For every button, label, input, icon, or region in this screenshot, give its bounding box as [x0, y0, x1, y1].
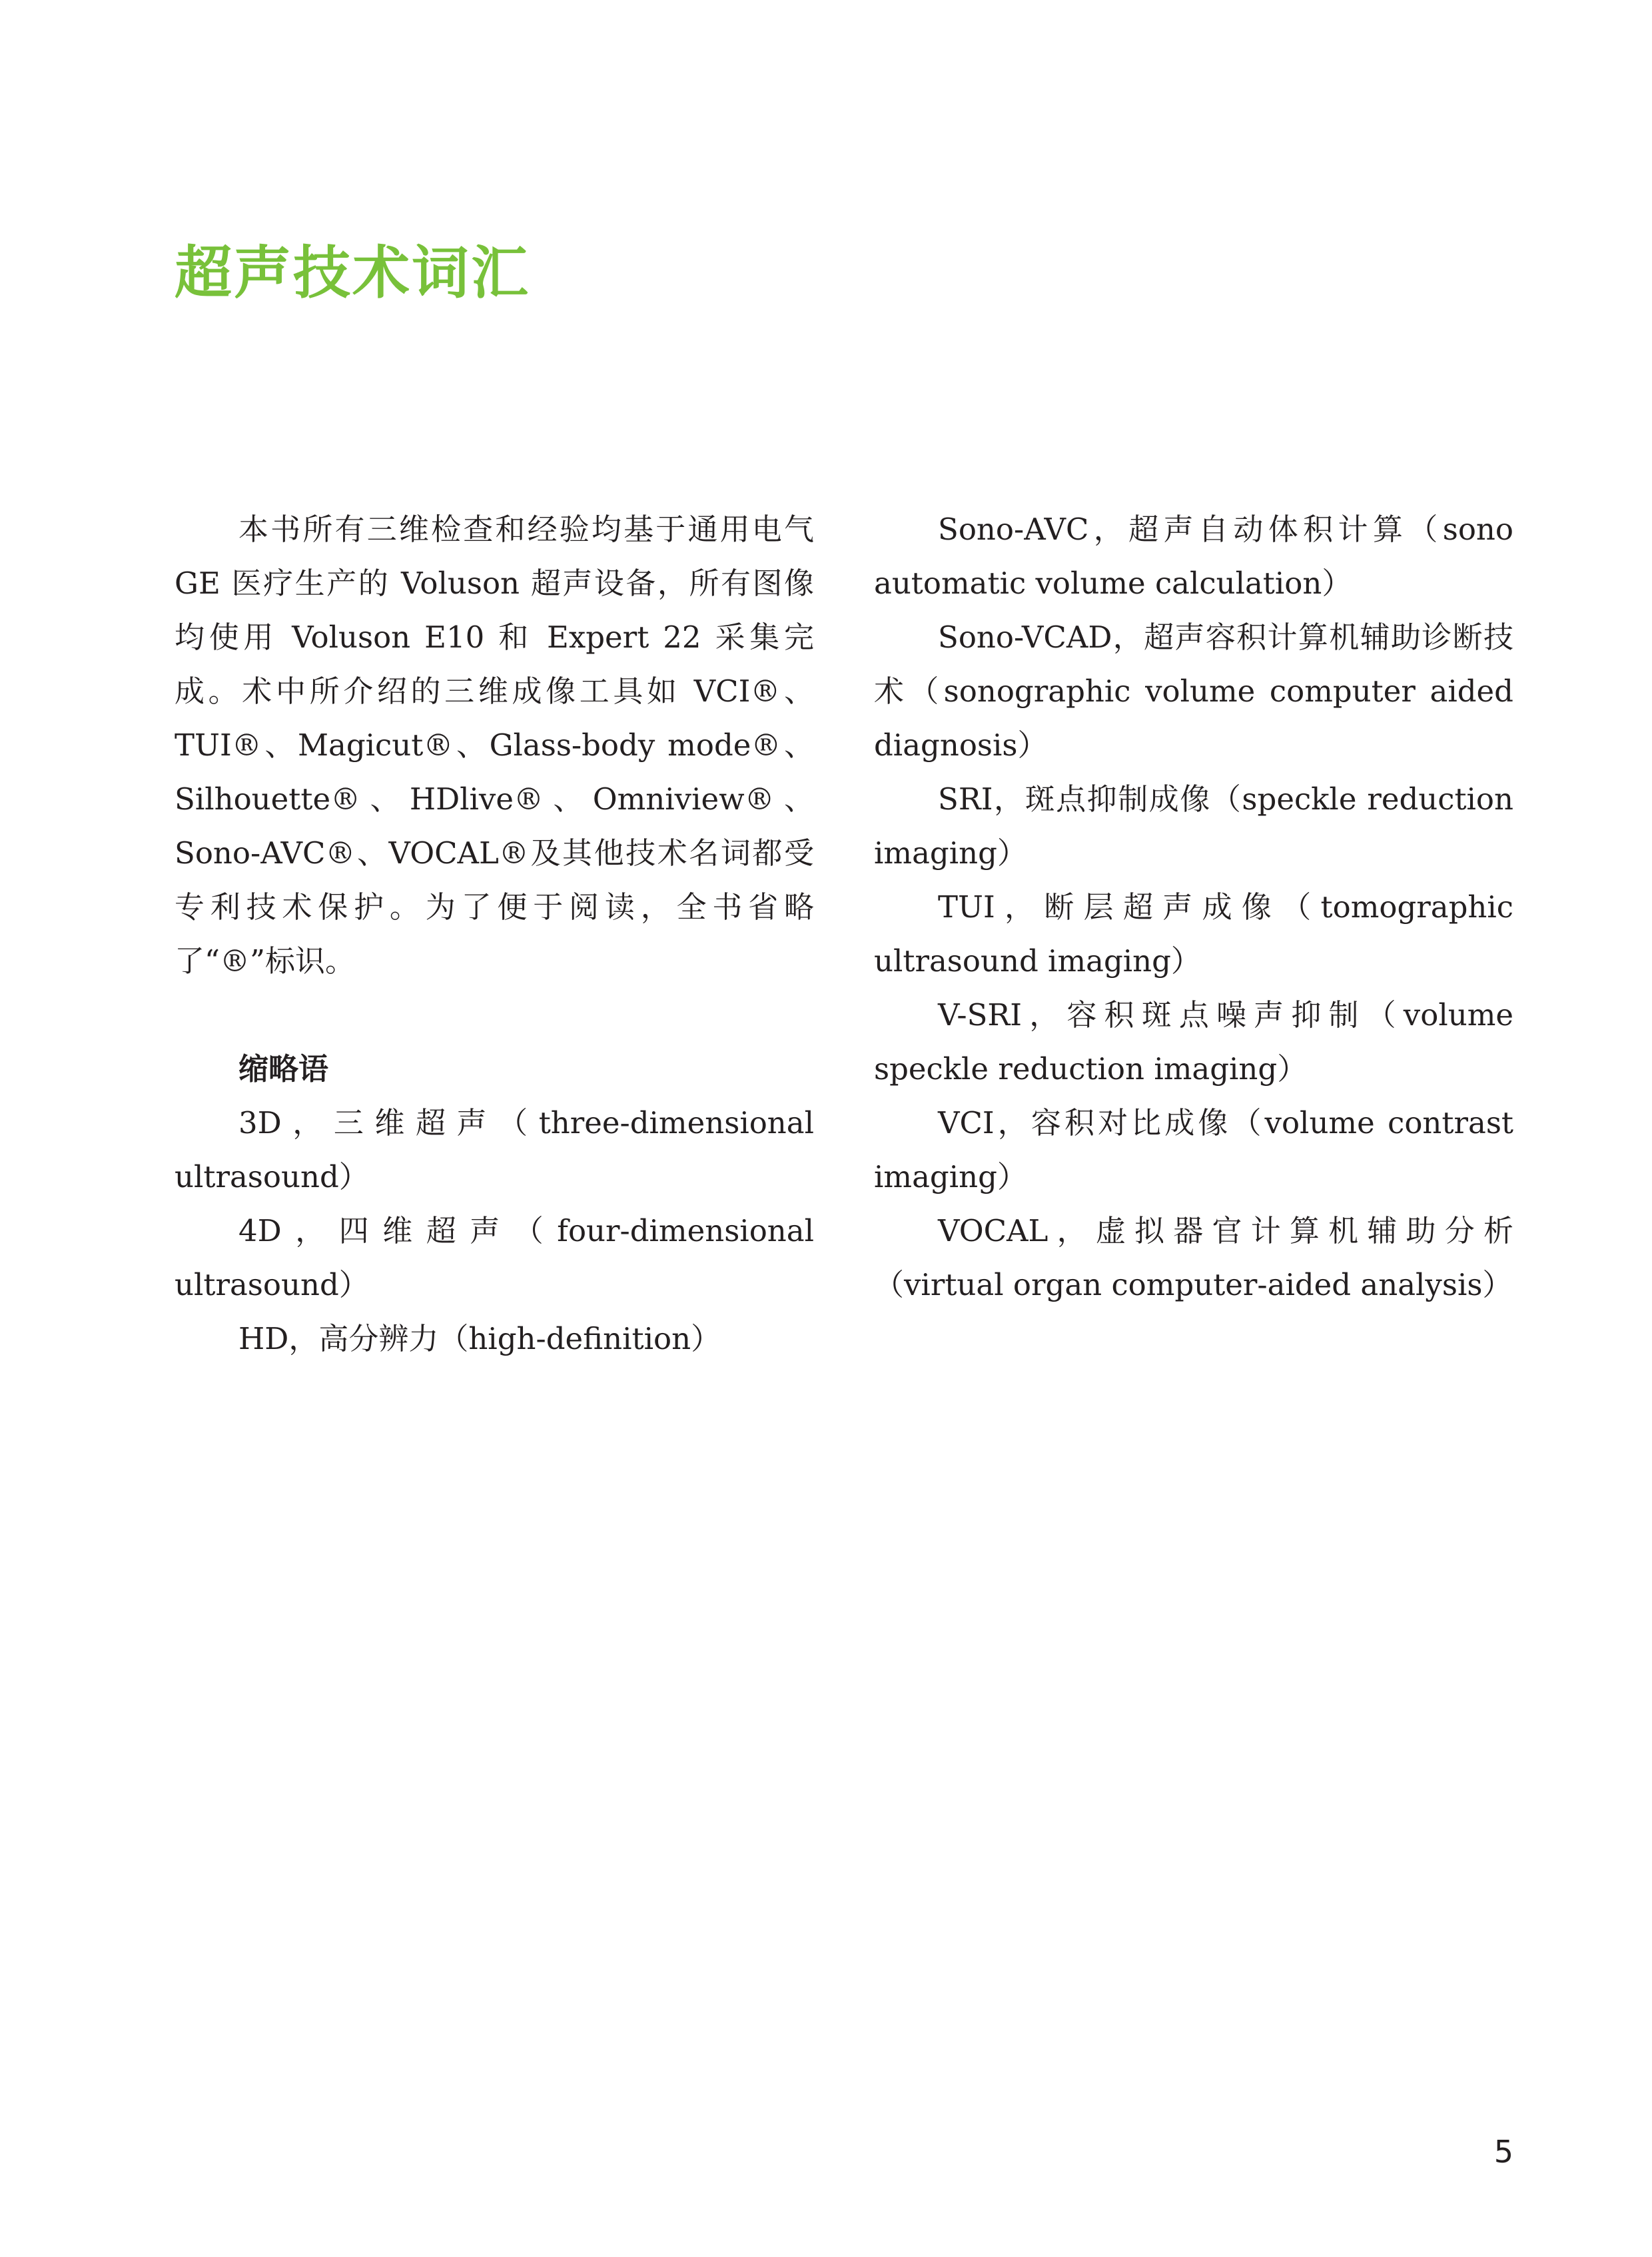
glossary-entry-sri: SRI，斑点抑制成像（speckle reduction imaging）: [874, 781, 1513, 871]
page-number: 5: [1493, 2134, 1513, 2170]
left-column: [175, 502, 814, 1366]
glossary-entry-v-sri: V-SRI，容积斑点噪声抑制（volume speckle reduction imaging）: [874, 997, 1513, 1087]
glossary-entry-tui: TUI，断层超声成像（tomographic ultrasound imaging）: [874, 889, 1513, 979]
glossary-entry-hd: HD，高分辨力（high-definition）: [238, 1321, 721, 1356]
intro-paragraph: 本书所有三维检查和经验均基于通用电气 GE 医疗生产的 Voluson 超声设备，所有图像均使用 Voluson E10 和 Expert 22 采集完成。术中所介绍的三维成像工具如 VCI®、TUI®、Magicut®、Glass-body mode®、Silhouette®、HDlive®、Omniview®、Sono-AVC®、VOCAL®及其他技术名词都受专利技术保护。为了便于阅读，全书省略了“®”标识。: [175, 512, 814, 979]
abbreviations-heading: 缩略语: [238, 1051, 329, 1087]
page-title: 超声技术词汇: [175, 240, 530, 306]
right-column: [874, 502, 1513, 1312]
glossary-entry-3d: 3D，三维超声（three-dimensional ultrasound）: [175, 1105, 814, 1194]
spacer: [175, 988, 814, 1042]
glossary-entry-sono-avc: Sono-AVC，超声自动体积计算（sono automatic volume calculation）: [874, 512, 1513, 601]
glossary-entry-vocal: VOCAL，虚拟器官计算机辅助分析（virtual organ computer-aided analysis）: [874, 1213, 1513, 1302]
glossary-entry-sono-vcad: Sono-VCAD，超声容积计算机辅助诊断技术（sonographic volume computer aided diagnosis）: [874, 620, 1513, 763]
glossary-entry-vci: VCI，容积对比成像（volume contrast imaging）: [874, 1105, 1513, 1194]
glossary-entry-4d: 4D，四维超声（four-dimensional ultrasound）: [175, 1213, 814, 1302]
